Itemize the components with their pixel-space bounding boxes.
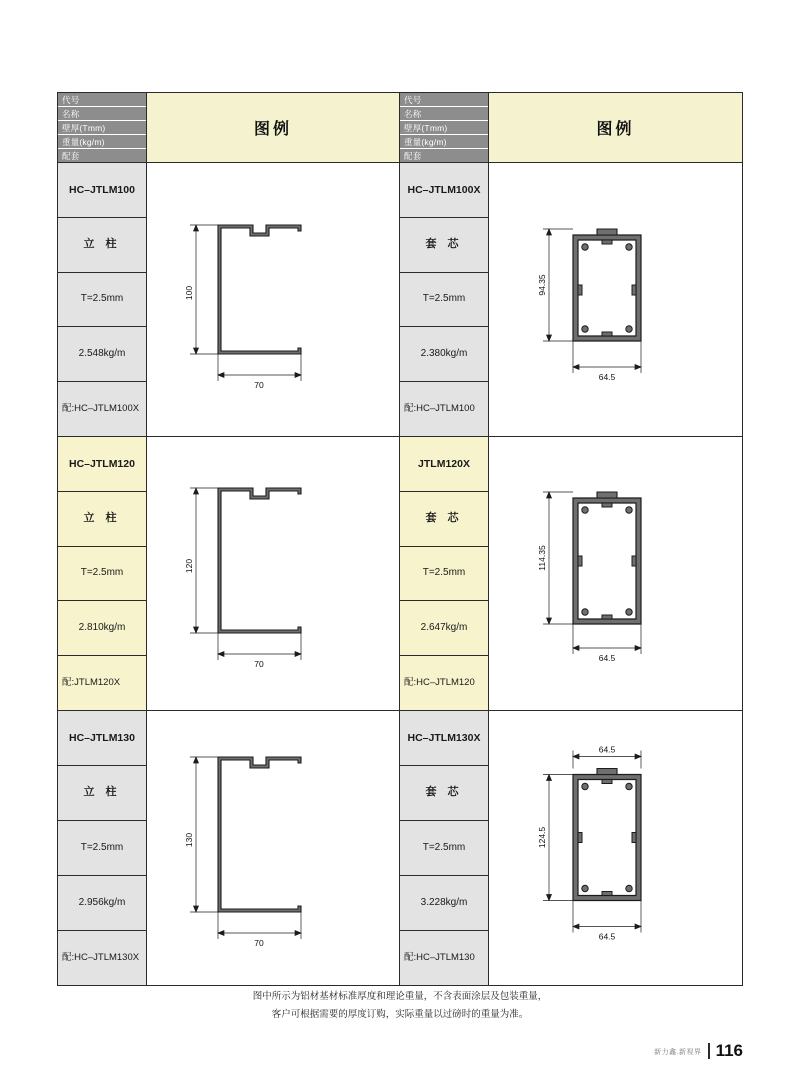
header-label-match: 配套 xyxy=(58,149,146,162)
table-row xyxy=(58,163,399,437)
spec-stack xyxy=(400,711,489,985)
page-number: 116 xyxy=(715,1041,743,1060)
dimension-width: 70 xyxy=(254,938,264,948)
page-footer xyxy=(654,1042,743,1059)
spec-stack xyxy=(58,437,147,710)
dimension-width-top: 64.5 xyxy=(598,744,615,755)
column-header-right xyxy=(400,93,742,163)
dimension-height: 120 xyxy=(184,558,194,573)
footnote-line-2: 客户可根据需要的厚度订购，实际重量以过磅时的重量为准。 xyxy=(271,1009,529,1021)
column-header-left xyxy=(58,93,399,163)
dimension-height: 124.5 xyxy=(536,826,547,849)
spec-thickness: T=2.5mm xyxy=(58,821,146,876)
dimension-height: 114.35 xyxy=(536,544,547,571)
header-label-thickness: 壁厚(Tmm) xyxy=(58,121,146,135)
profile-table xyxy=(57,92,743,986)
spec-thickness: T=2.5mm xyxy=(400,547,488,602)
table-row xyxy=(400,711,742,985)
spec-thickness: T=2.5mm xyxy=(58,273,146,328)
table-row xyxy=(400,163,742,437)
footnote xyxy=(0,988,800,1024)
table-row xyxy=(58,437,399,711)
spec-weight: 2.548kg/m xyxy=(58,327,146,382)
spec-match: 配:HC–JTLM100 xyxy=(404,403,475,415)
table-row xyxy=(58,711,399,985)
header-label-stack-right xyxy=(400,93,489,162)
spec-name: 套 芯 xyxy=(400,492,488,547)
profile-figure xyxy=(489,711,742,985)
header-label-code: 代号 xyxy=(400,93,488,107)
dimension-width: 70 xyxy=(254,379,264,390)
header-figure-title-left: 图例 xyxy=(147,93,399,162)
header-label-weight: 重量(kg/m) xyxy=(400,135,488,149)
spec-stack xyxy=(400,437,489,710)
spec-match: 配:JTLM120X xyxy=(62,677,121,689)
spec-thickness: T=2.5mm xyxy=(400,273,488,328)
dimension-width: 70 xyxy=(254,658,264,669)
footer-divider xyxy=(708,1043,710,1059)
header-label-stack-left xyxy=(58,93,147,162)
dimension-width: 64.5 xyxy=(598,931,615,942)
header-label-weight: 重量(kg/m) xyxy=(58,135,146,149)
profile-figure xyxy=(147,163,399,436)
spec-weight: 2.956kg/m xyxy=(58,876,146,931)
column-left xyxy=(58,93,400,985)
spec-stack xyxy=(58,163,147,436)
dimension-height: 130 xyxy=(184,832,194,848)
spec-name: 套 芯 xyxy=(400,218,488,273)
dimension-width: 64.5 xyxy=(598,371,615,382)
header-label-code: 代号 xyxy=(58,93,146,107)
column-right xyxy=(400,93,742,985)
spec-name: 立 柱 xyxy=(58,492,146,547)
spec-stack xyxy=(58,711,147,985)
spec-name: 立 柱 xyxy=(58,766,146,821)
header-label-thickness: 壁厚(Tmm) xyxy=(400,121,488,135)
dimension-width: 64.5 xyxy=(598,652,615,663)
spec-match: 配:HC–JTLM130 xyxy=(404,952,475,964)
profile-figure xyxy=(489,163,742,436)
header-label-name: 名称 xyxy=(400,107,488,121)
header-label-match: 配套 xyxy=(400,149,488,162)
spec-code: HC–JTLM120 xyxy=(58,437,146,492)
spec-name: 套 芯 xyxy=(400,766,488,821)
brand-mark: 新力鑫.新视界 xyxy=(654,1049,702,1056)
profile-figure xyxy=(147,437,399,710)
dimension-height: 94.35 xyxy=(536,273,547,296)
header-figure-title-right: 图例 xyxy=(489,93,742,162)
spec-match: 配:HC–JTLM130X xyxy=(62,952,140,964)
spec-match: 配:HC–JTLM100X xyxy=(62,403,140,415)
header-label-name: 名称 xyxy=(58,107,146,121)
spec-code: HC–JTLM130X xyxy=(400,711,488,766)
dimension-height: 100 xyxy=(184,285,194,300)
spec-match: 配:HC–JTLM120 xyxy=(404,677,475,689)
spec-code: HC–JTLM100 xyxy=(58,163,146,218)
spec-thickness: T=2.5mm xyxy=(58,547,146,602)
spec-weight: 3.228kg/m xyxy=(400,876,488,931)
spec-thickness: T=2.5mm xyxy=(400,821,488,876)
spec-code: JTLM120X xyxy=(400,437,488,492)
spec-weight: 2.380kg/m xyxy=(400,327,488,382)
spec-weight: 2.810kg/m xyxy=(58,601,146,656)
table-row xyxy=(400,437,742,711)
profile-figure xyxy=(489,437,742,710)
spec-name: 立 柱 xyxy=(58,218,146,273)
profile-figure xyxy=(147,711,399,985)
spec-stack xyxy=(400,163,489,436)
spec-code: HC–JTLM130 xyxy=(58,711,146,766)
spec-code: HC–JTLM100X xyxy=(400,163,488,218)
footnote-line-1: 图中所示为铝材基材标准厚度和理论重量，不含表面涂层及包装重量， xyxy=(252,991,548,1002)
spec-weight: 2.647kg/m xyxy=(400,601,488,656)
